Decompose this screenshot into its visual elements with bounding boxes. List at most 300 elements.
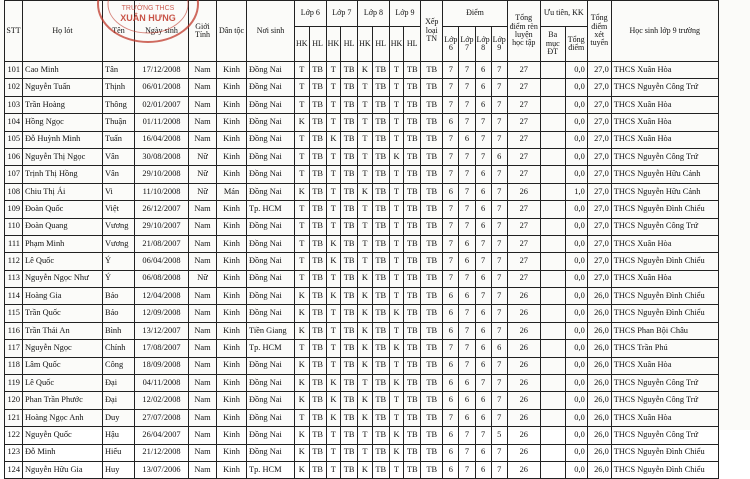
cell-hk: T <box>358 148 373 165</box>
cell-hk: T <box>389 131 404 148</box>
cell-dan-toc: Kinh <box>217 131 247 148</box>
cell-stt: 106 <box>5 148 23 165</box>
cell-tong-diem-uu-tien: 0,0 <box>565 148 587 165</box>
cell-ba-muc-dt <box>540 322 565 339</box>
cell-xep-loai: TB <box>421 461 443 478</box>
cell-hl: TB <box>372 183 389 200</box>
cell-diem-lop6: 7 <box>443 409 459 426</box>
cell-tong-diem: 27 <box>507 218 540 235</box>
cell-gioi-tinh: Nam <box>189 114 217 131</box>
cell-hk: T <box>326 322 341 339</box>
cell-xep-loai: TB <box>421 375 443 392</box>
cell-diem-lop6: 7 <box>443 96 459 113</box>
cell-diem-lop7: 7 <box>459 340 475 357</box>
cell-hk: K <box>326 409 341 426</box>
cell-diem-lop9: 7 <box>491 114 507 131</box>
cell-tong-diem-xet: 27,0 <box>587 218 611 235</box>
header-tong-diem-xet: Tổng điểm xét tuyển <box>587 1 611 62</box>
cell-diem-lop8: 6 <box>475 79 491 96</box>
cell-stt: 113 <box>5 270 23 287</box>
cell-hl: TB <box>341 270 358 287</box>
stamp-line-1: TRƯỜNG THCS <box>121 5 175 12</box>
cell-hl: TB <box>372 131 389 148</box>
cell-hk: K <box>358 357 373 374</box>
cell-diem-lop8: 6 <box>475 357 491 374</box>
cell-hl: TB <box>341 392 358 409</box>
cell-hk: T <box>389 409 404 426</box>
cell-ten: Vân <box>103 148 135 165</box>
cell-diem-lop7: 6 <box>459 253 475 270</box>
cell-hk: T <box>295 131 310 148</box>
cell-hk: T <box>389 79 404 96</box>
cell-hl: TB <box>404 166 421 183</box>
cell-stt: 114 <box>5 288 23 305</box>
cell-hl: TB <box>341 427 358 444</box>
cell-hk: T <box>326 427 341 444</box>
cell-truong: THCS Trần Phú <box>611 340 718 357</box>
cell-diem-lop8: 6 <box>475 62 491 79</box>
cell-hk: T <box>326 62 341 79</box>
cell-hl: TB <box>404 201 421 218</box>
cell-tong-diem-uu-tien: 0,0 <box>565 322 587 339</box>
cell-truong: THCS Nguyễn Công Trứ <box>611 375 718 392</box>
cell-ten: Vương <box>103 235 135 252</box>
cell-hl: TB <box>341 375 358 392</box>
cell-diem-lop8: 6 <box>475 201 491 218</box>
cell-hl: TB <box>372 201 389 218</box>
cell-diem-lop7: 6 <box>459 392 475 409</box>
cell-diem-lop8: 6 <box>475 340 491 357</box>
cell-truong: THCS Xuân Hòa <box>611 235 718 252</box>
cell-ho-lot: Nguyễn Hữu Gia <box>23 461 103 478</box>
cell-hk: T <box>295 340 310 357</box>
cell-ngay-sinh: 29/10/2007 <box>135 218 189 235</box>
cell-xep-loai: TB <box>421 444 443 461</box>
table-row <box>5 461 719 478</box>
cell-ten: Đại <box>103 375 135 392</box>
cell-truong: THCS Nguyễn Đình Chiểu <box>611 253 718 270</box>
cell-ten: Bình <box>103 322 135 339</box>
cell-hk: T <box>295 62 310 79</box>
cell-tong-diem: 27 <box>507 79 540 96</box>
cell-hl: TB <box>404 235 421 252</box>
cell-tong-diem: 27 <box>507 270 540 287</box>
cell-ho-lot: Phan Trần Phước <box>23 392 103 409</box>
header-hk: HK <box>389 27 404 62</box>
cell-diem-lop6: 7 <box>443 340 459 357</box>
cell-hl: TB <box>309 322 326 339</box>
cell-hk: K <box>326 235 341 252</box>
header-diem: Điểm <box>443 1 508 27</box>
cell-hk: T <box>358 114 373 131</box>
cell-hk: T <box>295 235 310 252</box>
cell-hl: TB <box>372 427 389 444</box>
cell-hk: K <box>295 305 310 322</box>
cell-xep-loai: TB <box>421 270 443 287</box>
header-tong-diem-ren-luyen: Tổng điểm rèn luyện học tập <box>507 1 540 62</box>
cell-diem-lop6: 6 <box>443 322 459 339</box>
cell-diem-lop9: 7 <box>491 357 507 374</box>
cell-hl: TB <box>404 357 421 374</box>
cell-tong-diem: 27 <box>507 166 540 183</box>
cell-gioi-tinh: Nam <box>189 79 217 96</box>
cell-diem-lop8: 7 <box>475 427 491 444</box>
cell-tong-diem-uu-tien: 0,0 <box>565 62 587 79</box>
cell-noi-sinh: Đồng Nai <box>247 131 295 148</box>
cell-ngay-sinh: 04/11/2008 <box>135 375 189 392</box>
cell-hk: T <box>326 79 341 96</box>
cell-dan-toc: Kinh <box>217 235 247 252</box>
cell-noi-sinh: Đồng Nai <box>247 166 295 183</box>
cell-diem-lop7: 7 <box>459 96 475 113</box>
cell-hk: K <box>389 444 404 461</box>
cell-tong-diem-uu-tien: 0,0 <box>565 79 587 96</box>
cell-ngay-sinh: 27/07/2008 <box>135 409 189 426</box>
cell-ho-lot: Lê Quốc <box>23 253 103 270</box>
cell-hl: TB <box>309 183 326 200</box>
table-row <box>5 409 719 426</box>
cell-ba-muc-dt <box>540 357 565 374</box>
cell-stt: 104 <box>5 114 23 131</box>
cell-diem-lop6: 6 <box>443 427 459 444</box>
cell-diem-lop6: 6 <box>443 288 459 305</box>
cell-hk: T <box>389 253 404 270</box>
table-row <box>5 392 719 409</box>
cell-ba-muc-dt <box>540 444 565 461</box>
cell-hk: K <box>295 461 310 478</box>
cell-hl: TB <box>372 375 389 392</box>
cell-tong-diem-xet: 26,0 <box>587 340 611 357</box>
cell-stt: 115 <box>5 305 23 322</box>
cell-tong-diem: 27 <box>507 131 540 148</box>
cell-ten: Đại <box>103 392 135 409</box>
table-row <box>5 375 719 392</box>
cell-tong-diem-uu-tien: 0,0 <box>565 305 587 322</box>
cell-truong: THCS Nguyễn Đình Chiểu <box>611 444 718 461</box>
cell-diem-lop6: 7 <box>443 166 459 183</box>
cell-ngay-sinh: 17/12/2008 <box>135 62 189 79</box>
cell-tong-diem: 27 <box>507 253 540 270</box>
cell-dan-toc: Kinh <box>217 305 247 322</box>
cell-noi-sinh: Đồng Nai <box>247 253 295 270</box>
cell-truong: THCS Nguyễn Đình Chiểu <box>611 461 718 478</box>
cell-xep-loai: TB <box>421 131 443 148</box>
cell-diem-lop6: 7 <box>443 62 459 79</box>
cell-diem-lop9: 7 <box>491 79 507 96</box>
cell-tong-diem: 26 <box>507 288 540 305</box>
cell-diem-lop6: 7 <box>443 235 459 252</box>
cell-gioi-tinh: Nam <box>189 235 217 252</box>
header-ho-lot: Họ lót <box>23 1 103 62</box>
cell-diem-lop7: 7 <box>459 79 475 96</box>
cell-hl: TB <box>372 392 389 409</box>
cell-gioi-tinh: Nam <box>189 62 217 79</box>
cell-hl: TB <box>372 340 389 357</box>
cell-ten: Duy <box>103 409 135 426</box>
header-xep-loai: Xếp loại TN <box>421 1 443 62</box>
cell-diem-lop9: 6 <box>491 340 507 357</box>
cell-ten: Thịnh <box>103 79 135 96</box>
cell-diem-lop6: 6 <box>443 183 459 200</box>
cell-gioi-tinh: Nam <box>189 409 217 426</box>
cell-ten: Vân <box>103 166 135 183</box>
cell-ba-muc-dt <box>540 427 565 444</box>
cell-hk: T <box>389 183 404 200</box>
cell-diem-lop9: 7 <box>491 461 507 478</box>
cell-ten: Vương <box>103 218 135 235</box>
cell-ho-lot: Hoàng Ngọc Anh <box>23 409 103 426</box>
header-gioi-tinh: Giới Tính <box>189 1 217 62</box>
cell-xep-loai: TB <box>421 218 443 235</box>
header-tong-diem-sub: Tổng điểm <box>565 27 587 62</box>
cell-hk: T <box>389 322 404 339</box>
cell-hk: T <box>358 253 373 270</box>
cell-xep-loai: TB <box>421 427 443 444</box>
cell-dan-toc: Kinh <box>217 322 247 339</box>
cell-ho-lot: Hồng Ngọc <box>23 114 103 131</box>
cell-diem-lop8: 6 <box>475 409 491 426</box>
cell-hk: T <box>295 79 310 96</box>
cell-hk: K <box>358 270 373 287</box>
cell-hk: K <box>326 131 341 148</box>
cell-diem-lop9: 7 <box>491 322 507 339</box>
cell-hk: K <box>358 322 373 339</box>
table-row <box>5 96 719 113</box>
table-row <box>5 270 719 287</box>
cell-hk: K <box>295 183 310 200</box>
cell-hl: TB <box>341 357 358 374</box>
cell-gioi-tinh: Nam <box>189 392 217 409</box>
cell-noi-sinh: Tp. HCM <box>247 340 295 357</box>
cell-tong-diem-xet: 26,0 <box>587 409 611 426</box>
cell-hl: TB <box>309 79 326 96</box>
cell-tong-diem: 27 <box>507 114 540 131</box>
cell-hl: TB <box>341 253 358 270</box>
cell-noi-sinh: Đồng Nai <box>247 288 295 305</box>
cell-tong-diem: 27 <box>507 201 540 218</box>
cell-stt: 103 <box>5 96 23 113</box>
cell-ngay-sinh: 29/10/2008 <box>135 166 189 183</box>
cell-hl: TB <box>404 288 421 305</box>
cell-ten: Thuận <box>103 114 135 131</box>
cell-ba-muc-dt <box>540 253 565 270</box>
cell-diem-lop6: 6 <box>443 305 459 322</box>
cell-diem-lop6: 7 <box>443 79 459 96</box>
cell-gioi-tinh: Nam <box>189 322 217 339</box>
cell-ten: Công <box>103 357 135 374</box>
cell-hl: TB <box>341 114 358 131</box>
cell-hl: TB <box>404 305 421 322</box>
cell-ngay-sinh: 11/10/2008 <box>135 183 189 200</box>
cell-hk: K <box>295 288 310 305</box>
cell-hl: TB <box>341 96 358 113</box>
cell-ho-lot: Đoàn Quang <box>23 218 103 235</box>
cell-hk: K <box>295 427 310 444</box>
cell-diem-lop8: 7 <box>475 288 491 305</box>
cell-stt: 116 <box>5 322 23 339</box>
cell-stt: 110 <box>5 218 23 235</box>
cell-ten: Hậu <box>103 427 135 444</box>
cell-diem-lop8: 6 <box>475 96 491 113</box>
cell-ba-muc-dt <box>540 131 565 148</box>
cell-stt: 108 <box>5 183 23 200</box>
cell-ba-muc-dt <box>540 235 565 252</box>
cell-diem-lop9: 6 <box>491 148 507 165</box>
cell-diem-lop6: 6 <box>443 392 459 409</box>
cell-ba-muc-dt <box>540 392 565 409</box>
cell-stt: 119 <box>5 375 23 392</box>
table-header <box>5 1 719 62</box>
cell-stt: 124 <box>5 461 23 478</box>
cell-hl: TB <box>341 201 358 218</box>
table-row <box>5 288 719 305</box>
cell-diem-lop8: 6 <box>475 461 491 478</box>
cell-truong: THCS Phan Bội Châu <box>611 322 718 339</box>
cell-truong: THCS Xuân Hòa <box>611 96 718 113</box>
cell-stt: 101 <box>5 62 23 79</box>
cell-xep-loai: TB <box>421 114 443 131</box>
table-row <box>5 357 719 374</box>
cell-xep-loai: TB <box>421 62 443 79</box>
cell-hl: TB <box>309 131 326 148</box>
cell-ten: Ý <box>103 253 135 270</box>
cell-hk: T <box>326 340 341 357</box>
cell-tong-diem-xet: 26,0 <box>587 375 611 392</box>
cell-diem-lop8: 7 <box>475 375 491 392</box>
cell-dan-toc: Kinh <box>217 409 247 426</box>
cell-ngay-sinh: 16/04/2008 <box>135 131 189 148</box>
cell-hl: TB <box>341 322 358 339</box>
cell-ba-muc-dt <box>540 114 565 131</box>
cell-hk: T <box>389 201 404 218</box>
cell-tong-diem-uu-tien: 0,0 <box>565 288 587 305</box>
cell-hl: TB <box>404 79 421 96</box>
cell-gioi-tinh: Nữ <box>189 166 217 183</box>
cell-hk: T <box>358 79 373 96</box>
cell-gioi-tinh: Nam <box>189 218 217 235</box>
cell-noi-sinh: Đồng Nai <box>247 409 295 426</box>
cell-noi-sinh: Đồng Nai <box>247 218 295 235</box>
cell-diem-lop8: 6 <box>475 270 491 287</box>
cell-gioi-tinh: Nam <box>189 375 217 392</box>
cell-gioi-tinh: Nam <box>189 96 217 113</box>
table-row <box>5 253 719 270</box>
cell-ba-muc-dt <box>540 148 565 165</box>
header-ngay-sinh: Ngày sinh <box>135 1 189 62</box>
cell-ba-muc-dt <box>540 270 565 287</box>
cell-tong-diem-uu-tien: 0,0 <box>565 96 587 113</box>
cell-ho-lot: Đoàn Quốc <box>23 201 103 218</box>
cell-ho-lot: Phạm Minh <box>23 235 103 252</box>
cell-hl: TB <box>404 270 421 287</box>
cell-hl: TB <box>341 79 358 96</box>
cell-hl: TB <box>341 288 358 305</box>
cell-diem-lop7: 7 <box>459 166 475 183</box>
cell-noi-sinh: Đồng Nai <box>247 270 295 287</box>
header-diem-lop6: Lớp 6 <box>443 27 459 62</box>
cell-gioi-tinh: Nam <box>189 461 217 478</box>
cell-stt: 121 <box>5 409 23 426</box>
cell-tong-diem: 26 <box>507 409 540 426</box>
cell-stt: 118 <box>5 357 23 374</box>
cell-stt: 123 <box>5 444 23 461</box>
cell-hk: K <box>358 288 373 305</box>
cell-tong-diem-xet: 27,0 <box>587 131 611 148</box>
cell-diem-lop9: 7 <box>491 218 507 235</box>
cell-diem-lop8: 7 <box>475 253 491 270</box>
header-stt: STT <box>5 1 23 62</box>
cell-xep-loai: TB <box>421 183 443 200</box>
cell-ten: Tân <box>103 62 135 79</box>
cell-ba-muc-dt <box>540 218 565 235</box>
cell-tong-diem-uu-tien: 0,0 <box>565 253 587 270</box>
cell-gioi-tinh: Nữ <box>189 148 217 165</box>
cell-gioi-tinh: Nam <box>189 288 217 305</box>
cell-ngay-sinh: 21/12/2008 <box>135 444 189 461</box>
cell-noi-sinh: Đồng Nai <box>247 427 295 444</box>
header-hk: HK <box>295 27 310 62</box>
cell-hl: TB <box>309 392 326 409</box>
cell-hl: TB <box>309 409 326 426</box>
header-hl: HL <box>309 27 326 62</box>
cell-hk: T <box>389 392 404 409</box>
cell-hk: K <box>358 461 373 478</box>
cell-hl: TB <box>404 427 421 444</box>
cell-diem-lop7: 7 <box>459 62 475 79</box>
cell-hl: TB <box>309 305 326 322</box>
cell-hl: TB <box>372 253 389 270</box>
cell-tong-diem-uu-tien: 0,0 <box>565 114 587 131</box>
cell-tong-diem-uu-tien: 0,0 <box>565 201 587 218</box>
cell-hl: TB <box>372 444 389 461</box>
cell-ba-muc-dt <box>540 183 565 200</box>
cell-hl: TB <box>309 444 326 461</box>
cell-diem-lop8: 7 <box>475 148 491 165</box>
cell-hk: T <box>389 357 404 374</box>
cell-hl: TB <box>309 427 326 444</box>
cell-tong-diem-xet: 26,0 <box>587 305 611 322</box>
cell-ba-muc-dt <box>540 79 565 96</box>
cell-noi-sinh: Đồng Nai <box>247 114 295 131</box>
cell-tong-diem-xet: 27,0 <box>587 253 611 270</box>
cell-diem-lop7: 6 <box>459 131 475 148</box>
cell-diem-lop9: 7 <box>491 253 507 270</box>
cell-dan-toc: Kinh <box>217 166 247 183</box>
cell-noi-sinh: Đồng Nai <box>247 305 295 322</box>
cell-diem-lop6: 7 <box>443 253 459 270</box>
cell-hk: K <box>358 340 373 357</box>
cell-hk: T <box>295 218 310 235</box>
cell-tong-diem: 26 <box>507 392 540 409</box>
table-row <box>5 166 719 183</box>
cell-xep-loai: TB <box>421 253 443 270</box>
cell-hl: TB <box>372 357 389 374</box>
cell-tong-diem: 27 <box>507 148 540 165</box>
cell-tong-diem-xet: 27,0 <box>587 79 611 96</box>
cell-ngay-sinh: 01/11/2008 <box>135 114 189 131</box>
cell-truong: THCS Nguyễn Công Trứ <box>611 79 718 96</box>
cell-dan-toc: Kinh <box>217 201 247 218</box>
header-hl: HL <box>341 27 358 62</box>
cell-noi-sinh: Đồng Nai <box>247 183 295 200</box>
cell-hl: TB <box>309 218 326 235</box>
cell-dan-toc: Kinh <box>217 114 247 131</box>
cell-diem-lop7: 7 <box>459 357 475 374</box>
cell-hl: TB <box>309 201 326 218</box>
table-row <box>5 62 719 79</box>
cell-tong-diem-xet: 27,0 <box>587 148 611 165</box>
cell-tong-diem-xet: 27,0 <box>587 183 611 200</box>
